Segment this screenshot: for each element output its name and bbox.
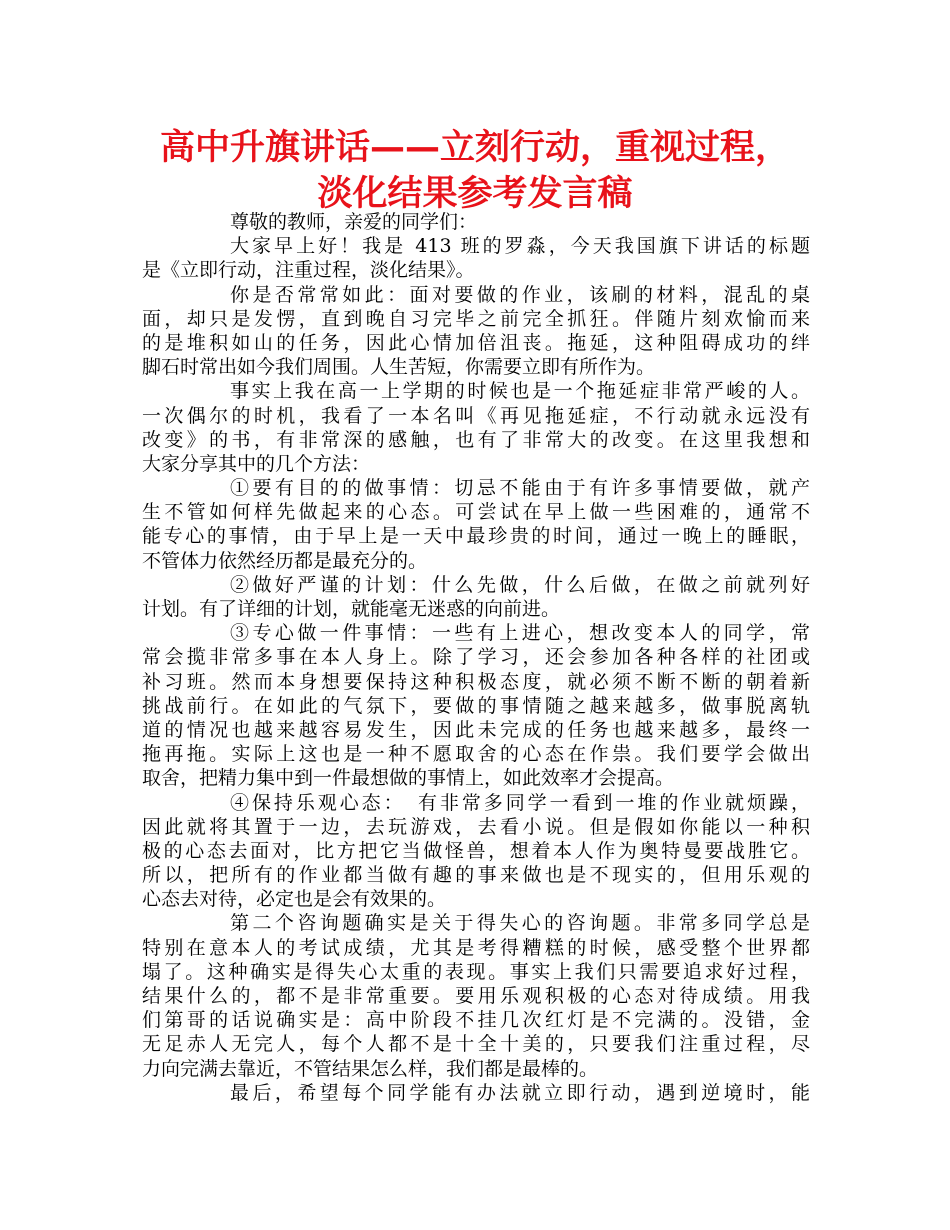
text-line: 的是堆积如山的任务，因此心情加倍沮丧。拖延，这种阻碍成功的绊 [142,331,810,354]
text-line: 生不管如何样先做起来的心态。可尝试在早上做一些困难的，通常不 [142,501,810,524]
document-body [142,210,810,1105]
text-line: ③专心做一件事情：一些有上进心，想改变本人的同学，常 [230,622,810,645]
text-line: 拖再拖。实际上这也是一种不愿取舍的心态在作祟。我们要学会做出 [142,743,810,766]
text-line: 大家早上好！我是 413 班的罗淼，今天我国旗下讲话的标题 [230,235,810,258]
text-line: 能专心的事情，由于早上是一天中最珍贵的时间，通过一晚上的睡眠， [142,525,810,548]
text-line: 脚石时常出如今我们周围。人生苦短，你需要立即有所作为。 [142,356,656,379]
text-line: ②做好严谨的计划：什么先做，什么后做，在做之前就列好 [230,573,810,596]
text-line: 塌了。这种确实是得失心太重的表现。事实上我们只需要追求好过程， [142,960,810,983]
text-line: 无足赤人无完人，每个人都不是十全十美的，只要我们注重过程，尽 [142,1033,810,1056]
text-line: 面，却只是发愣，直到晚自习完毕之前完全抓狂。伴随片刻欢愉而来 [142,307,810,330]
text-line: 大家分享其中的几个方法： [142,452,371,475]
text-line: 不管体力依然经历都是最充分的。 [142,549,428,572]
text-line: 极的心态去面对，比方把它当做怪兽，想着本人作为奥特曼要战胜它。 [142,839,810,862]
text-line: 心态去对待，必定也是会有效果的。 [142,888,447,911]
text-line: 你是否常常如此：面对要做的作业，该刷的材料，混乱的桌 [230,283,810,306]
text-line: 力向完满去靠近，不管结果怎么样，我们都是最棒的。 [142,1057,599,1080]
text-line: 常会揽非常多事在本人身上。除了学习，还会参加各种各样的社团或 [142,646,810,669]
text-line: ①要有目的的做事情：切忌不能由于有许多事情要做，就产 [230,477,810,500]
text-line: 计划。有了详细的计划，就能毫无迷惑的向前进。 [142,598,561,620]
text-line: 事实上我在高一上学期的时候也是一个拖延症非常严峻的人。 [230,380,810,403]
salutation-line: 尊敬的教师，亲爱的同学们： [230,211,478,233]
text-line: 补习班。然而本身想要保持这种积极态度，就必须不断不断的朝着新 [142,670,810,693]
text-line: 因此就将其置于一边，去玩游戏，去看小说。但是假如你能以一种积 [142,815,810,838]
text-line: 挑战前行。在如此的气氛下，要做的事情随之越来越多，做事脱离轨 [142,694,810,717]
document-title-line-1: 高中升旗讲话——立刻行动，重视过程， [159,128,790,168]
text-line: 特别在意本人的考试成绩，尤其是考得糟糕的时候，感受整个世界都 [142,936,810,959]
text-line: 是《立即行动，注重过程，淡化结果》。 [142,259,475,282]
text-line: 结果什么的，都不是非常重要。要用乐观积极的心态对待成绩。用我 [142,985,810,1007]
text-line: 第二个咨询题确实是关于得失心的咨询题。非常多同学总是 [230,912,810,935]
document-title-line-2: 淡化结果参考发言稿 [317,174,633,214]
text-line: 改变》的书，有非常深的感触，也有了非常大的改变。在这里我想和 [142,428,810,451]
text-line: 所以，把所有的作业都当做有趣的事来做也是不现实的，但用乐观的 [142,864,810,887]
text-line: 一次偶尔的时机，我看了一本名叫《再见拖延症，不行动就永远没有 [142,404,810,427]
text-line: 道的情况也越来越容易发生，因此未完成的任务也越来越多，最终一 [142,718,810,741]
text-line: ④保持乐观心态： 有非常多同学一看到一堆的作业就烦躁， [230,791,810,814]
text-line: 最后，希望每个同学能有办法就立即行动，遇到逆境时，能 [230,1081,810,1104]
text-line: 取舍，把精力集中到一件最想做的事情上，如此效率才会提高。 [142,767,675,790]
text-line: 们第哥的话说确实是：高中阶段不挂几次红灯是不完满的。没错，金 [142,1009,810,1032]
